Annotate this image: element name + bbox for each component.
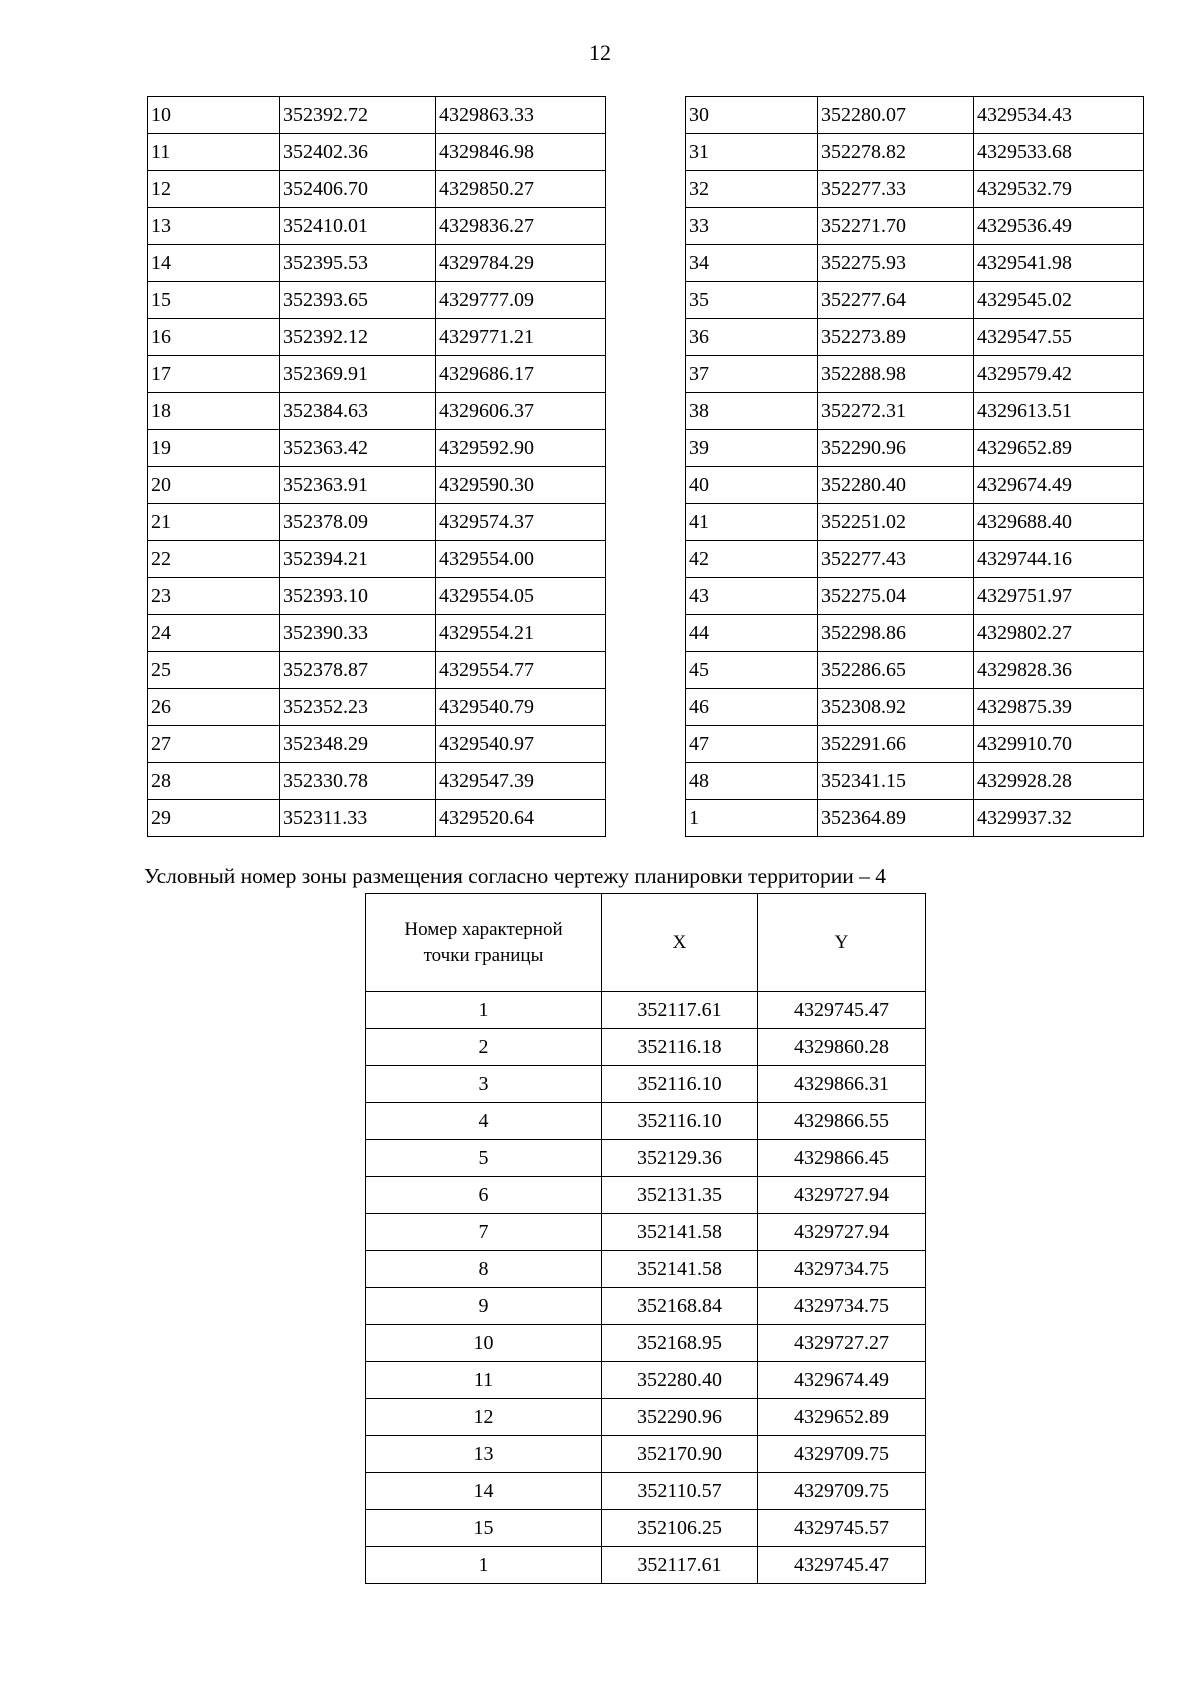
point-number-cell: 48	[686, 763, 818, 800]
x-coordinate-cell: 352298.86	[818, 615, 974, 652]
point-number-cell: 24	[148, 615, 280, 652]
table-row	[686, 430, 1144, 467]
table-row	[366, 1029, 926, 1066]
y-coordinate-cell: 4329745.57	[758, 1510, 926, 1547]
table-row	[148, 652, 606, 689]
y-coordinate-cell: 4329751.97	[974, 578, 1144, 615]
table-row	[686, 689, 1144, 726]
y-coordinate-cell: 4329709.75	[758, 1473, 926, 1510]
y-coordinate-cell: 4329534.43	[974, 97, 1144, 134]
table-row	[148, 282, 606, 319]
point-number-cell: 33	[686, 208, 818, 245]
y-coordinate-cell: 4329674.49	[758, 1362, 926, 1399]
zone-caption: Условный номер зоны размещения согласно чертежу планировки территории – 4	[144, 864, 887, 888]
x-coordinate-cell: 352116.10	[602, 1066, 758, 1103]
table-row	[686, 393, 1144, 430]
y-coordinate-cell: 4329727.94	[758, 1177, 926, 1214]
y-coordinate-cell: 4329850.27	[436, 171, 606, 208]
y-coordinate-cell: 4329540.97	[436, 726, 606, 763]
y-coordinate-cell: 4329536.49	[974, 208, 1144, 245]
x-coordinate-cell: 352341.15	[818, 763, 974, 800]
point-number-cell: 11	[366, 1362, 602, 1399]
y-coordinate-cell: 4329688.40	[974, 504, 1144, 541]
x-coordinate-cell: 352277.33	[818, 171, 974, 208]
table-row	[366, 1510, 926, 1547]
point-number-header	[366, 894, 602, 992]
point-number-cell: 2	[366, 1029, 602, 1066]
x-coordinate-cell: 352277.64	[818, 282, 974, 319]
table-row	[366, 1547, 926, 1584]
y-coordinate-cell: 4329579.42	[974, 356, 1144, 393]
y-coordinate-cell: 4329734.75	[758, 1251, 926, 1288]
y-coordinate-cell: 4329860.28	[758, 1029, 926, 1066]
x-coordinate-cell: 352106.25	[602, 1510, 758, 1547]
point-number-header-line1: Номер характерной	[404, 918, 563, 940]
point-number-cell: 30	[686, 97, 818, 134]
y-coordinate-cell: 4329928.28	[974, 763, 1144, 800]
x-coordinate-cell: 352363.91	[280, 467, 436, 504]
point-number-cell: 46	[686, 689, 818, 726]
coordinates-table-right	[685, 96, 1144, 837]
table-row	[148, 208, 606, 245]
table-row	[148, 763, 606, 800]
table-row	[686, 319, 1144, 356]
y-coordinate-cell: 4329554.05	[436, 578, 606, 615]
point-number-cell: 17	[148, 356, 280, 393]
point-number-cell: 12	[148, 171, 280, 208]
point-number-cell: 23	[148, 578, 280, 615]
y-coordinate-cell: 4329547.55	[974, 319, 1144, 356]
point-number-cell: 42	[686, 541, 818, 578]
y-coordinate-cell: 4329547.39	[436, 763, 606, 800]
point-number-cell: 16	[148, 319, 280, 356]
table-row	[148, 319, 606, 356]
table-row	[148, 726, 606, 763]
point-number-cell: 3	[366, 1066, 602, 1103]
y-coordinate-cell: 4329875.39	[974, 689, 1144, 726]
zone-coordinates-table	[365, 893, 926, 1584]
x-coordinate-cell: 352378.87	[280, 652, 436, 689]
y-coordinate-cell: 4329866.55	[758, 1103, 926, 1140]
point-number-cell: 22	[148, 541, 280, 578]
point-number-cell: 18	[148, 393, 280, 430]
table-row	[686, 208, 1144, 245]
y-coordinate-cell: 4329734.75	[758, 1288, 926, 1325]
table-row	[686, 171, 1144, 208]
point-number-cell: 10	[366, 1325, 602, 1362]
table-row	[366, 992, 926, 1029]
y-coordinate-cell: 4329652.89	[758, 1399, 926, 1436]
x-coordinate-cell: 352277.43	[818, 541, 974, 578]
point-number-cell: 25	[148, 652, 280, 689]
table-row	[148, 171, 606, 208]
table-row	[148, 615, 606, 652]
y-coordinate-cell: 4329674.49	[974, 467, 1144, 504]
y-coordinate-cell: 4329709.75	[758, 1436, 926, 1473]
y-coordinate-cell: 4329745.47	[758, 1547, 926, 1584]
header-row	[366, 894, 926, 992]
point-number-cell: 47	[686, 726, 818, 763]
x-coordinate-cell: 352116.10	[602, 1103, 758, 1140]
x-coordinate-cell: 352308.92	[818, 689, 974, 726]
y-coordinate-cell: 4329574.37	[436, 504, 606, 541]
table-row	[366, 1288, 926, 1325]
x-coordinate-cell: 352352.23	[280, 689, 436, 726]
table-row	[366, 1214, 926, 1251]
x-coordinate-cell: 352117.61	[602, 1547, 758, 1584]
x-coordinate-cell: 352290.96	[818, 430, 974, 467]
table-row	[366, 1362, 926, 1399]
y-coordinate-cell: 4329554.00	[436, 541, 606, 578]
x-coordinate-cell: 352363.42	[280, 430, 436, 467]
point-number-cell: 21	[148, 504, 280, 541]
page-number: 12	[589, 40, 611, 65]
point-number-cell: 43	[686, 578, 818, 615]
point-number-cell: 4	[366, 1103, 602, 1140]
table-row	[366, 1473, 926, 1510]
x-coordinate-cell: 352410.01	[280, 208, 436, 245]
y-coordinate-cell: 4329745.47	[758, 992, 926, 1029]
y-coordinate-cell: 4329777.09	[436, 282, 606, 319]
y-coordinate-cell: 4329592.90	[436, 430, 606, 467]
y-coordinate-cell: 4329541.98	[974, 245, 1144, 282]
point-number-cell: 1	[686, 800, 818, 837]
table-row	[686, 282, 1144, 319]
y-coordinate-cell: 4329554.77	[436, 652, 606, 689]
x-coordinate-cell: 352390.33	[280, 615, 436, 652]
table-row	[148, 97, 606, 134]
y-coordinate-cell: 4329590.30	[436, 467, 606, 504]
x-coordinate-cell: 352131.35	[602, 1177, 758, 1214]
x-coordinate-cell: 352288.98	[818, 356, 974, 393]
y-coordinate-cell: 4329554.21	[436, 615, 606, 652]
x-coordinate-cell: 352286.65	[818, 652, 974, 689]
x-coordinate-cell: 352273.89	[818, 319, 974, 356]
y-coordinate-cell: 4329828.36	[974, 652, 1144, 689]
table-row	[148, 689, 606, 726]
point-number-cell: 28	[148, 763, 280, 800]
y-coordinate-cell: 4329652.89	[974, 430, 1144, 467]
y-coordinate-cell: 4329937.32	[974, 800, 1144, 837]
table-row	[148, 430, 606, 467]
y-coordinate-cell: 4329686.17	[436, 356, 606, 393]
coordinates-table-left	[147, 96, 606, 837]
y-coordinate-cell: 4329520.64	[436, 800, 606, 837]
point-number-cell: 19	[148, 430, 280, 467]
point-number-cell: 1	[366, 992, 602, 1029]
x-coordinate-cell: 352275.93	[818, 245, 974, 282]
table-row	[148, 800, 606, 837]
y-coordinate-cell: 4329846.98	[436, 134, 606, 171]
point-number-cell: 45	[686, 652, 818, 689]
table-row	[686, 134, 1144, 171]
x-coordinate-cell: 352384.63	[280, 393, 436, 430]
point-number-cell: 15	[366, 1510, 602, 1547]
point-number-cell: 27	[148, 726, 280, 763]
y-coordinate-cell: 4329802.27	[974, 615, 1144, 652]
table-row	[148, 541, 606, 578]
x-coordinate-cell: 352394.21	[280, 541, 436, 578]
y-coordinate-cell: 4329545.02	[974, 282, 1144, 319]
point-number-cell: 31	[686, 134, 818, 171]
table-row	[686, 541, 1144, 578]
table-row	[148, 245, 606, 282]
table-row	[366, 1066, 926, 1103]
table-row	[686, 800, 1144, 837]
x-coordinate-cell: 352272.31	[818, 393, 974, 430]
y-header: Y	[758, 894, 926, 992]
x-coordinate-cell: 352275.04	[818, 578, 974, 615]
x-coordinate-cell: 352129.36	[602, 1140, 758, 1177]
y-coordinate-cell: 4329784.29	[436, 245, 606, 282]
point-number-cell: 10	[148, 97, 280, 134]
x-coordinate-cell: 352348.29	[280, 726, 436, 763]
x-coordinate-cell: 352168.84	[602, 1288, 758, 1325]
point-number-cell: 29	[148, 800, 280, 837]
point-number-header-line2: точки границы	[423, 944, 544, 966]
table-row	[686, 652, 1144, 689]
point-number-cell: 14	[366, 1473, 602, 1510]
x-coordinate-cell: 352280.07	[818, 97, 974, 134]
table-row	[148, 467, 606, 504]
point-number-cell: 44	[686, 615, 818, 652]
point-number-cell: 6	[366, 1177, 602, 1214]
y-coordinate-cell: 4329540.79	[436, 689, 606, 726]
table-row	[148, 134, 606, 171]
x-coordinate-cell: 352311.33	[280, 800, 436, 837]
table-row	[148, 504, 606, 541]
table-row	[148, 393, 606, 430]
point-number-cell: 12	[366, 1399, 602, 1436]
x-coordinate-cell: 352141.58	[602, 1251, 758, 1288]
point-number-cell: 34	[686, 245, 818, 282]
point-number-cell: 1	[366, 1547, 602, 1584]
table-row	[366, 1399, 926, 1436]
y-coordinate-cell: 4329866.45	[758, 1140, 926, 1177]
point-number-cell: 20	[148, 467, 280, 504]
table-row	[686, 504, 1144, 541]
point-number-cell: 5	[366, 1140, 602, 1177]
point-number-cell: 7	[366, 1214, 602, 1251]
x-coordinate-cell: 352364.89	[818, 800, 974, 837]
table-row	[686, 763, 1144, 800]
point-number-cell: 8	[366, 1251, 602, 1288]
x-coordinate-cell: 352392.72	[280, 97, 436, 134]
x-coordinate-cell: 352330.78	[280, 763, 436, 800]
x-coordinate-cell: 352280.40	[818, 467, 974, 504]
point-number-cell: 11	[148, 134, 280, 171]
point-number-cell: 37	[686, 356, 818, 393]
x-coordinate-cell: 352168.95	[602, 1325, 758, 1362]
point-number-cell: 36	[686, 319, 818, 356]
table-row	[686, 467, 1144, 504]
x-coordinate-cell: 352395.53	[280, 245, 436, 282]
x-coordinate-cell: 352402.36	[280, 134, 436, 171]
x-coordinate-cell: 352280.40	[602, 1362, 758, 1399]
table-row	[686, 245, 1144, 282]
x-coordinate-cell: 352290.96	[602, 1399, 758, 1436]
x-coordinate-cell: 352406.70	[280, 171, 436, 208]
table-row	[366, 1436, 926, 1473]
point-number-cell: 40	[686, 467, 818, 504]
y-coordinate-cell: 4329771.21	[436, 319, 606, 356]
x-coordinate-cell: 352369.91	[280, 356, 436, 393]
y-coordinate-cell: 4329606.37	[436, 393, 606, 430]
table-row	[366, 1140, 926, 1177]
y-coordinate-cell: 4329836.27	[436, 208, 606, 245]
point-number-cell: 35	[686, 282, 818, 319]
table-row	[366, 1325, 926, 1362]
x-coordinate-cell: 352110.57	[602, 1473, 758, 1510]
table-row	[366, 1103, 926, 1140]
table-row	[686, 97, 1144, 134]
table-row	[686, 615, 1144, 652]
x-coordinate-cell: 352117.61	[602, 992, 758, 1029]
point-number-cell: 15	[148, 282, 280, 319]
x-coordinate-cell: 352378.09	[280, 504, 436, 541]
x-coordinate-cell: 352251.02	[818, 504, 974, 541]
point-number-cell: 39	[686, 430, 818, 467]
y-coordinate-cell: 4329910.70	[974, 726, 1144, 763]
x-coordinate-cell: 352271.70	[818, 208, 974, 245]
y-coordinate-cell: 4329863.33	[436, 97, 606, 134]
point-number-cell: 38	[686, 393, 818, 430]
point-number-cell: 14	[148, 245, 280, 282]
point-number-cell: 26	[148, 689, 280, 726]
table-row	[686, 356, 1144, 393]
x-header: X	[602, 894, 758, 992]
x-coordinate-cell: 352393.10	[280, 578, 436, 615]
x-coordinate-cell: 352141.58	[602, 1214, 758, 1251]
table-row	[686, 726, 1144, 763]
x-coordinate-cell: 352170.90	[602, 1436, 758, 1473]
point-number-cell: 13	[366, 1436, 602, 1473]
table-row	[366, 1177, 926, 1214]
x-coordinate-cell: 352393.65	[280, 282, 436, 319]
point-number-cell: 13	[148, 208, 280, 245]
y-coordinate-cell: 4329744.16	[974, 541, 1144, 578]
x-coordinate-cell: 352392.12	[280, 319, 436, 356]
point-number-cell: 9	[366, 1288, 602, 1325]
x-coordinate-cell: 352116.18	[602, 1029, 758, 1066]
y-coordinate-cell: 4329727.27	[758, 1325, 926, 1362]
y-coordinate-cell: 4329727.94	[758, 1214, 926, 1251]
table-row	[686, 578, 1144, 615]
y-coordinate-cell: 4329866.31	[758, 1066, 926, 1103]
table-row	[148, 578, 606, 615]
x-coordinate-cell: 352278.82	[818, 134, 974, 171]
table-row	[148, 356, 606, 393]
y-coordinate-cell: 4329532.79	[974, 171, 1144, 208]
point-number-cell: 32	[686, 171, 818, 208]
y-coordinate-cell: 4329533.68	[974, 134, 1144, 171]
y-coordinate-cell: 4329613.51	[974, 393, 1144, 430]
x-coordinate-cell: 352291.66	[818, 726, 974, 763]
table-row	[366, 1251, 926, 1288]
point-number-cell: 41	[686, 504, 818, 541]
